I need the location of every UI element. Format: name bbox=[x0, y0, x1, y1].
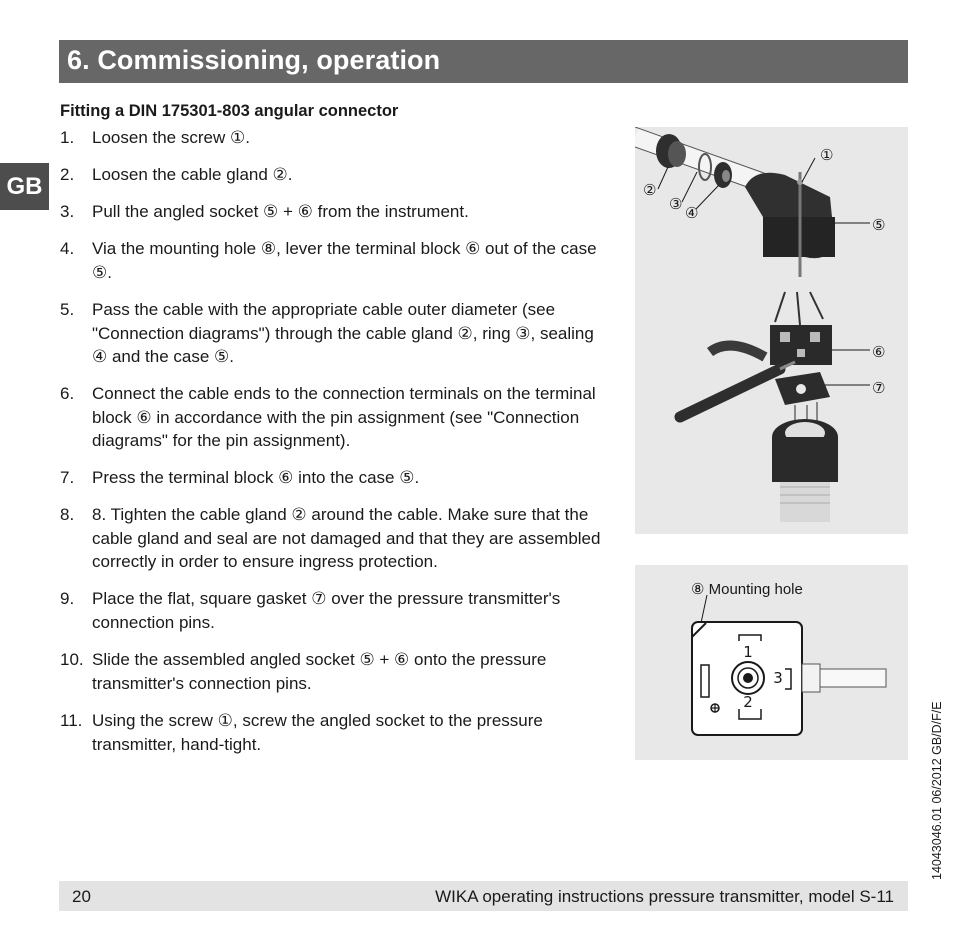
step-number: 6. bbox=[60, 384, 75, 403]
callout-7: ⑦ bbox=[872, 379, 886, 397]
step-text: Loosen the cable gland ②. bbox=[92, 165, 293, 184]
step-text: Slide the assembled angled socket ⑤ + ⑥ onto the pressure transmitter's connection pins. bbox=[92, 650, 547, 693]
callout-1: ① bbox=[820, 146, 834, 164]
step-number: 4. bbox=[60, 239, 75, 258]
pin-label-1: 1 bbox=[743, 643, 753, 661]
step-text: Via the mounting hole ⑧, lever the terminal block ⑥ out of the case ⑤. bbox=[92, 239, 597, 282]
step-number: 10. bbox=[60, 650, 84, 669]
document-code: 14043046.01 06/2012 GB/D/F/E bbox=[930, 701, 944, 880]
callout-2: ② bbox=[643, 181, 657, 199]
step-number: 8. bbox=[60, 505, 75, 524]
pin-label-2: 2 bbox=[743, 693, 753, 711]
page-number: 20 bbox=[72, 887, 91, 906]
mounting-hole-figure bbox=[635, 565, 908, 760]
step-text: Connect the cable ends to the connection terminals on the terminal block ⑥ in accordance with the pin assignment (see "Connection diagrams" for the pin assignment). bbox=[92, 384, 596, 450]
step-number: 9. bbox=[60, 589, 75, 608]
step-number: 11. bbox=[60, 711, 83, 730]
page-footer bbox=[59, 881, 908, 911]
callout-3: ③ bbox=[669, 195, 683, 213]
step-text: 8. Tighten the cable gland ② around the cable. Make sure that the cable gland and seal are not damaged and that they are assembled correctly in order to ensure ingress protection. bbox=[92, 505, 601, 571]
step-text: Using the screw ①, screw the angled socket to the pressure transmitter, hand-tight. bbox=[92, 711, 543, 754]
callout-5: ⑤ bbox=[872, 216, 886, 234]
step-text: Pass the cable with the appropriate cable outer diameter (see "Connection diagrams") through the cable gland ②, ring ③, sealing ④ and the case ⑤. bbox=[92, 300, 594, 366]
section-heading: Fitting a DIN 175301-803 angular connector bbox=[60, 102, 399, 120]
exploded-connector-figure bbox=[635, 127, 908, 534]
mounting-hole-label: ⑧ Mounting hole bbox=[691, 581, 803, 598]
step-text: Pull the angled socket ⑤ + ⑥ from the instrument. bbox=[92, 202, 469, 221]
chapter-title: 6. Commissioning, operation bbox=[67, 45, 441, 75]
pin-label-3: 3 bbox=[773, 669, 783, 687]
step-text: Loosen the screw ①. bbox=[92, 128, 250, 147]
step-number: 5. bbox=[60, 300, 75, 319]
chapter-header bbox=[59, 40, 908, 83]
step-number: 2. bbox=[60, 165, 75, 184]
callout-6: ⑥ bbox=[872, 343, 886, 361]
step-number: 7. bbox=[60, 468, 75, 487]
exploded-connector-drawing bbox=[635, 127, 908, 534]
footer-title: WIKA operating instructions pressure transmitter, model S-11 bbox=[435, 887, 894, 906]
step-number: 1. bbox=[60, 128, 75, 147]
step-number: 3. bbox=[60, 202, 75, 221]
step-text: Press the terminal block ⑥ into the case ⑤. bbox=[92, 468, 420, 487]
language-tab: GB bbox=[0, 163, 49, 210]
callout-4: ④ bbox=[685, 204, 699, 222]
step-text: Place the flat, square gasket ⑦ over the pressure transmitter's connection pins. bbox=[92, 589, 561, 632]
